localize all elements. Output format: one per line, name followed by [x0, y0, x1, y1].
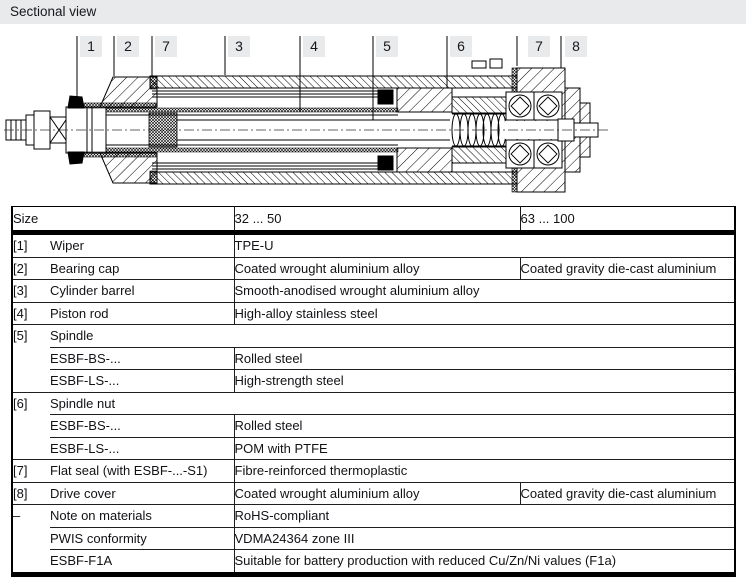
row-ref: [2]	[12, 257, 50, 280]
table-row	[12, 302, 735, 325]
table-row	[12, 392, 735, 415]
table-row	[12, 482, 735, 505]
table-row	[12, 550, 735, 575]
callout-6: 6	[450, 36, 472, 57]
row-label: Spindle nut	[50, 392, 735, 415]
sectional-drawing	[0, 0, 746, 206]
row-ref: [3]	[12, 280, 50, 303]
row-label: ESBF-BS-...	[50, 415, 234, 438]
callout-8: 8	[565, 36, 587, 57]
row-label: Spindle	[50, 325, 735, 348]
page-title: Sectional view	[10, 4, 97, 19]
row-label: Drive cover	[50, 482, 234, 505]
row-label: Wiper	[50, 238, 84, 253]
row-ref: [4]	[12, 302, 50, 325]
row-value-63-100: Coated gravity die-cast aluminium	[520, 482, 735, 505]
row-label: Flat seal (with ESBF-...-S1)	[50, 460, 234, 483]
table-row	[12, 233, 735, 258]
callout-2: 2	[117, 36, 139, 57]
callout-1: 1	[80, 36, 102, 57]
table-header-row	[12, 207, 735, 233]
row-ref	[12, 527, 50, 550]
row-ref: [7]	[12, 460, 50, 483]
table-row	[12, 415, 735, 438]
drawing-canvas	[0, 0, 746, 206]
callout-4: 4	[303, 36, 325, 57]
row-ref	[12, 347, 50, 370]
row-label: ESBF-LS-...	[50, 437, 234, 460]
table-row	[12, 505, 735, 528]
row-ref	[12, 415, 50, 438]
row-value: High-alloy stainless steel	[234, 302, 735, 325]
row-label: Cylinder barrel	[50, 280, 234, 303]
row-ref: [1]	[13, 238, 28, 253]
table-row	[12, 257, 735, 280]
row-label: Note on materials	[50, 505, 234, 528]
callout-5: 5	[376, 36, 398, 57]
row-value: RoHS-compliant	[234, 505, 735, 528]
row-label: ESBF-BS-...	[50, 347, 234, 370]
table-row	[12, 347, 735, 370]
row-value: VDMA24364 zone III	[234, 527, 735, 550]
row-value: Fibre-reinforced thermoplastic	[234, 460, 735, 483]
size-header: Size	[12, 207, 234, 233]
callout-3: 3	[228, 36, 250, 57]
row-ref: [6]	[12, 392, 50, 415]
row-label: Piston rod	[50, 302, 234, 325]
row-value-63-100: Coated gravity die-cast aluminium	[520, 257, 735, 280]
row-label: ESBF-LS-...	[50, 370, 234, 393]
table-row	[12, 280, 735, 303]
table-row	[12, 370, 735, 393]
row-value: TPE-U	[234, 233, 735, 258]
row-label: ESBF-F1A	[50, 550, 234, 575]
materials-table	[11, 206, 736, 577]
row-label: Bearing cap	[50, 257, 234, 280]
row-value: Rolled steel	[234, 347, 735, 370]
table-row	[12, 527, 735, 550]
row-ref: [5]	[12, 325, 50, 348]
row-ref: [8]	[12, 482, 50, 505]
row-value: Rolled steel	[234, 415, 735, 438]
row-value: Coated wrought aluminium alloy	[234, 482, 520, 505]
row-value: High-strength steel	[234, 370, 735, 393]
size-range-32-50: 32 ... 50	[234, 207, 520, 233]
row-ref	[12, 550, 50, 575]
row-value: Smooth-anodised wrought aluminium alloy	[234, 280, 735, 303]
row-label: PWIS conformity	[50, 527, 234, 550]
table-row	[12, 437, 735, 460]
row-ref	[12, 370, 50, 393]
callout-7-left: 7	[155, 36, 177, 57]
row-value: POM with PTFE	[234, 437, 735, 460]
row-value: Suitable for battery production with reduced Cu/Zn/Ni values (F1a)	[234, 550, 735, 575]
row-ref	[12, 437, 50, 460]
table-row	[12, 325, 735, 348]
table-row	[12, 460, 735, 483]
row-ref: –	[12, 505, 50, 528]
row-value: Coated wrought aluminium alloy	[234, 257, 520, 280]
callout-7-right: 7	[528, 36, 550, 57]
size-range-63-100: 63 ... 100	[520, 207, 735, 233]
